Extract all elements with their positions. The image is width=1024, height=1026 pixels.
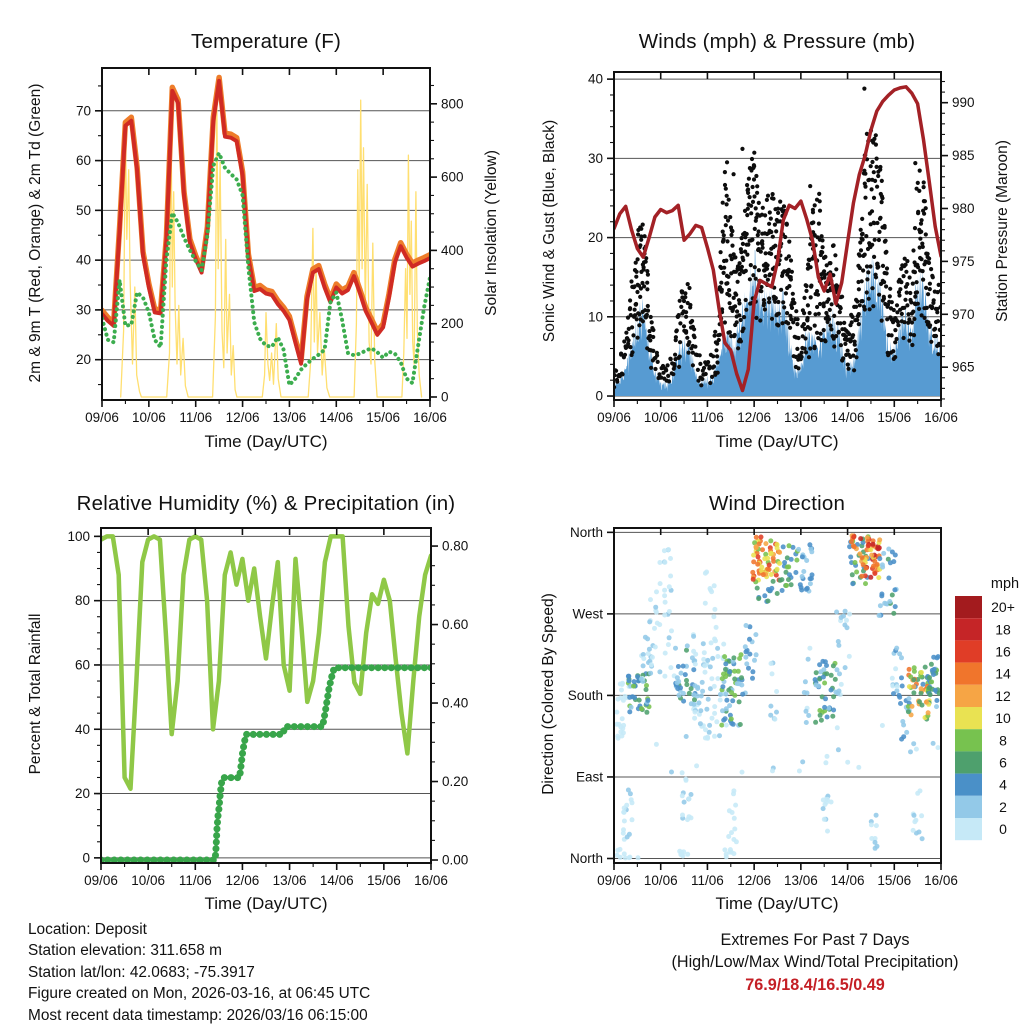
svg-text:20: 20	[74, 786, 90, 802]
svg-text:15/06: 15/06	[366, 410, 401, 425]
svg-text:12/06: 12/06	[737, 410, 772, 425]
svg-text:14/06: 14/06	[830, 410, 865, 425]
svg-text:13/06: 13/06	[783, 410, 818, 425]
svg-text:50: 50	[75, 202, 91, 218]
svg-text:South: South	[567, 687, 603, 703]
speed-colorbar	[955, 596, 1015, 840]
svg-text:985: 985	[952, 148, 975, 164]
svg-text:600: 600	[441, 169, 464, 185]
footer-created: Figure created on Mon, 2026-03-16, at 06:45 UTC	[28, 985, 371, 1003]
svg-text:0.00: 0.00	[442, 852, 469, 868]
chart-humidity-precip	[67, 528, 468, 888]
svg-text:12/06: 12/06	[737, 873, 772, 888]
svg-text:980: 980	[952, 200, 975, 216]
svg-text:16/06: 16/06	[924, 410, 958, 425]
temp-right-axis-label: Solar Insolation (Yellow)	[483, 150, 500, 316]
panel-title-temperature: Temperature (F)	[191, 30, 341, 53]
svg-text:09/06: 09/06	[597, 410, 631, 425]
svg-text:400: 400	[441, 242, 464, 258]
extremes-subtitle: (High/Low/Max Wind/Total Precipitation)	[671, 953, 959, 972]
svg-text:20: 20	[75, 352, 91, 368]
extremes-block	[610, 929, 1020, 996]
svg-text:0: 0	[82, 850, 90, 866]
svg-text:12/06: 12/06	[225, 873, 260, 888]
svg-text:14/06: 14/06	[319, 410, 354, 425]
svg-text:East: East	[575, 769, 603, 785]
svg-text:2: 2	[999, 798, 1007, 815]
svg-text:10/06: 10/06	[131, 410, 166, 425]
wind-left-axis-label: Sonic Wind & Gust (Blue, Black)	[541, 119, 558, 343]
svg-text:09/06: 09/06	[85, 410, 119, 425]
svg-text:975: 975	[952, 253, 975, 269]
svg-text:100: 100	[67, 528, 90, 544]
svg-text:18: 18	[995, 621, 1011, 638]
svg-text:16: 16	[995, 643, 1011, 660]
svg-text:North: North	[569, 850, 603, 866]
panel-title-wind-direction: Wind Direction	[708, 492, 846, 515]
wdir-x-axis-label: Time (Day/UTC)	[715, 894, 839, 913]
svg-text:10/06: 10/06	[643, 410, 678, 425]
chart-wind-direction	[568, 525, 958, 888]
svg-text:0: 0	[441, 389, 449, 405]
svg-text:30: 30	[75, 302, 91, 318]
svg-text:4: 4	[999, 776, 1007, 793]
svg-text:0.60: 0.60	[442, 617, 469, 633]
svg-text:990: 990	[952, 95, 975, 111]
svg-text:15/06: 15/06	[877, 410, 912, 425]
svg-text:16/06: 16/06	[413, 410, 447, 425]
svg-text:09/06: 09/06	[597, 873, 631, 888]
svg-text:10: 10	[587, 309, 603, 325]
extremes-title: Extremes For Past 7 Days	[720, 931, 910, 949]
svg-text:11/06: 11/06	[691, 873, 724, 888]
station-footer	[28, 919, 370, 1026]
svg-text:60: 60	[75, 153, 91, 169]
svg-text:0.40: 0.40	[442, 695, 469, 711]
wdir-left-axis-label: Direction (Colored By Speed)	[540, 593, 557, 795]
svg-text:40: 40	[74, 721, 90, 737]
panel-title-humidity-precip: Relative Humidity (%) & Precipitation (in)	[76, 492, 456, 515]
svg-text:09/06: 09/06	[84, 873, 118, 888]
svg-text:14/06: 14/06	[830, 873, 865, 888]
svg-text:16/06: 16/06	[414, 873, 448, 888]
svg-text:40: 40	[587, 71, 603, 87]
svg-text:North: North	[569, 524, 603, 540]
footer-latlon: Station lat/lon: 42.0683; -75.3917	[28, 963, 255, 981]
svg-text:12/06: 12/06	[225, 410, 260, 425]
svg-text:6: 6	[999, 754, 1007, 771]
svg-text:12: 12	[995, 687, 1011, 704]
svg-text:13/06: 13/06	[783, 873, 818, 888]
legend-title: mph	[990, 576, 1020, 592]
svg-text:11/06: 11/06	[178, 873, 212, 888]
svg-text:40: 40	[75, 252, 91, 268]
svg-text:800: 800	[441, 96, 464, 112]
svg-text:0: 0	[999, 821, 1007, 838]
svg-text:10/06: 10/06	[643, 873, 678, 888]
svg-text:8: 8	[999, 732, 1007, 749]
svg-text:15/06: 15/06	[877, 873, 912, 888]
temp-left-axis-label: 2m & 9m T (Red, Orange) & 2m Td (Green)	[27, 83, 44, 383]
svg-text:970: 970	[952, 306, 975, 322]
extremes-values: 76.9/18.4/16.5/0.49	[745, 975, 885, 994]
svg-text:10: 10	[995, 710, 1011, 727]
svg-text:965: 965	[952, 359, 975, 375]
footer-elevation: Station elevation: 311.658 m	[28, 942, 222, 960]
svg-text:0.80: 0.80	[442, 538, 469, 554]
panel-title-winds-pressure: Winds (mph) & Pressure (mb)	[638, 30, 916, 53]
svg-text:11/06: 11/06	[179, 410, 213, 425]
rh-left-axis-label: Percent & Total Rainfall	[27, 613, 44, 775]
svg-text:0: 0	[595, 388, 603, 404]
svg-text:80: 80	[74, 593, 90, 609]
svg-text:15/06: 15/06	[366, 873, 401, 888]
wind-right-axis-label: Station Pressure (Maroon)	[994, 140, 1011, 322]
svg-text:West: West	[572, 606, 603, 622]
footer-timestamp: Most recent data timestamp: 2026/03/16 06:15:00	[28, 1006, 368, 1024]
svg-text:11/06: 11/06	[691, 410, 724, 425]
svg-text:60: 60	[74, 657, 90, 673]
svg-text:20: 20	[587, 230, 603, 246]
svg-text:70: 70	[75, 103, 91, 119]
footer-location: Location: Deposit	[28, 921, 147, 938]
svg-text:13/06: 13/06	[272, 873, 307, 888]
svg-text:14: 14	[995, 665, 1011, 682]
chart-temperature	[76, 68, 464, 425]
svg-text:20+: 20+	[991, 599, 1015, 616]
svg-text:200: 200	[441, 316, 464, 332]
chart-winds-pressure	[588, 72, 975, 425]
svg-text:30: 30	[587, 150, 603, 166]
svg-text:14/06: 14/06	[319, 873, 354, 888]
rh-x-axis-label: Time (Day/UTC)	[204, 894, 328, 913]
svg-text:0.20: 0.20	[442, 774, 469, 790]
svg-text:13/06: 13/06	[272, 410, 307, 425]
temp-x-axis-label: Time (Day/UTC)	[204, 432, 328, 451]
svg-text:16/06: 16/06	[924, 873, 958, 888]
svg-text:10/06: 10/06	[131, 873, 166, 888]
wind-x-axis-label: Time (Day/UTC)	[715, 432, 839, 451]
